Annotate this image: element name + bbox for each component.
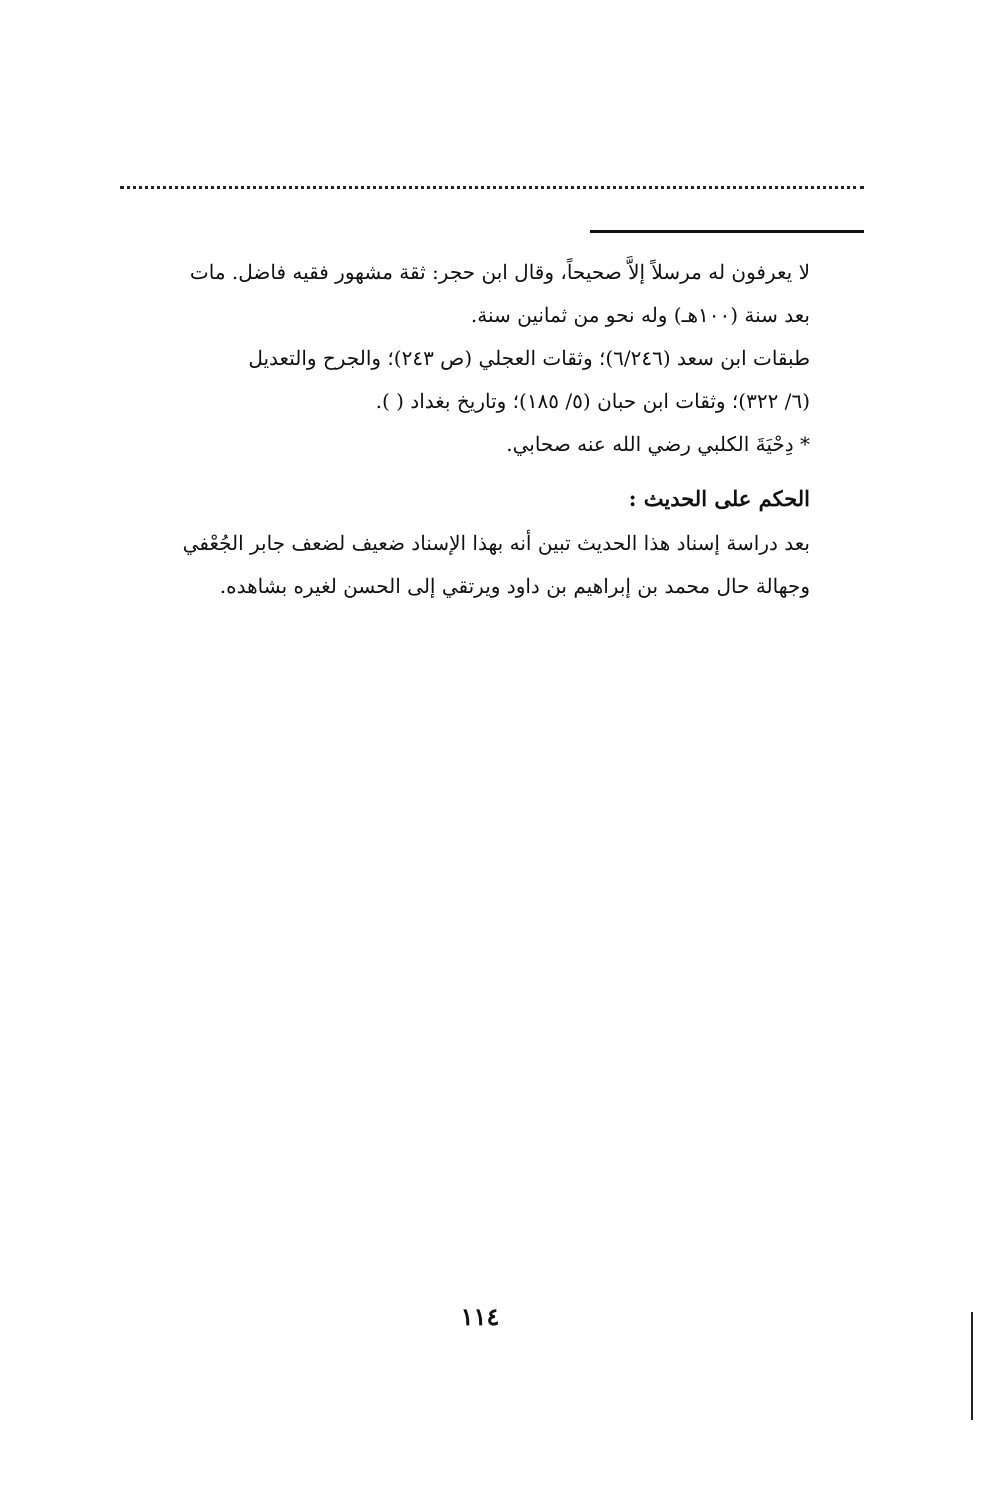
footnote-line: (٦/ ٣٢٢)؛ وثقات ابن حبان (٥/ ١٨٥)؛ وتاريخ بغداد ( ). (375, 389, 810, 413)
footnote-block (112, 251, 810, 466)
footnote-line: بعد سنة (١٠٠هـ) وله نحو من ثمانين سنة. (470, 303, 810, 327)
ruling-line: بعد دراسة إسناد هذا الحديث تبين أنه بهذا الإسناد ضعيف لضعف جابر الجُعْفي (182, 531, 810, 555)
footnote-line: * دِحْيَةَ الكلبي رضي الله عنه صحابي. (506, 432, 810, 456)
dotted-separator (120, 186, 864, 189)
ruling-line: وجهالة حال محمد بن إبراهيم بن داود ويرتقي إلى الحسن لغيره بشاهده. (219, 574, 810, 598)
footnote-line: طبقات ابن سعد (٦/٢٤٦)؛ وثقات العجلي (ص ٢٤٣)؛ والجرح والتعديل (248, 346, 810, 370)
page-number: ١١٤ (460, 1302, 500, 1331)
footnote-rule (590, 230, 864, 233)
scan-edge-line (971, 1312, 973, 1420)
footnote-line: لا يعرفون له مرسلاً إلاَّ صحيحاً، وقال ابن حجر: ثقة مشهور فقيه فاضل. مات (189, 260, 810, 284)
ruling-body (112, 522, 810, 608)
ruling-heading: الحكم على الحديث : (628, 486, 810, 511)
